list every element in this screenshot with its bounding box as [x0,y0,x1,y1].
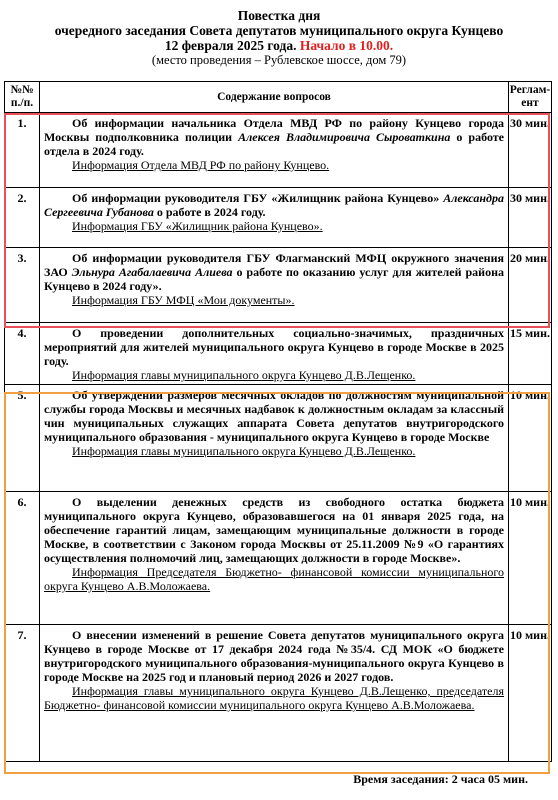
col-header-reg: Реглам-ент [509,82,552,113]
item-regulation: 30 мин. [509,188,552,248]
item-question [44,628,504,684]
item-question [44,191,504,219]
item-question [44,116,504,158]
item-content [40,625,509,762]
item-number: 1. [5,113,40,188]
item-number: 6. [5,492,40,625]
agenda-row [5,113,552,188]
item-content [40,188,509,248]
item-content [40,248,509,323]
item-person-name: Эльнура Агабалаевича Алиева [71,265,233,279]
item-question-text: Об информации руководителя ГБУ «Жилищник района Кунцево» [72,191,444,205]
session-place: (место проведения – Рублевское шоссе, дом 79) [151,53,407,67]
item-question-text: О выделении денежных средств из свободного остатка бюджета муниципального округа Кунцево, образовавшегося на 01 января 2025 года, на обеспечение гарантий лицам, замещающим муниципальные должности в городе Москве, в соответствии с Законом города Москвы от 25.11.2009 №9 «О гарантиях осуществления полномочий лиц, замещающих должности в городе Москве». [44,495,504,565]
item-question [44,495,504,565]
item-content [40,492,509,625]
item-question [44,326,504,368]
item-question [44,388,504,444]
item-content [40,113,509,188]
session-start-time: Начало в 10.00. [299,38,394,53]
agenda-row [5,625,552,762]
item-content [40,385,509,492]
agenda-row [5,323,552,385]
agenda-row [5,385,552,492]
item-number: 2. [5,188,40,248]
item-number: 3. [5,248,40,323]
item-regulation: 15 мин. [509,323,552,385]
item-question-text: О проведении дополнительных социально-значимых, праздничных мероприятий для жителей муниципального округа Кунцево в городе Москве в 2025 году. [44,326,504,368]
table-header-row [5,82,552,113]
item-regulation: 20 мин. [509,248,552,323]
item-question-tail: о работе по оказанию услуг для жителей района Кунцево в 2024 году». [44,265,504,293]
item-info: Информация ГБУ МФЦ «Мои документы». [72,293,295,307]
item-question-text: О внесении изменений в решение Совета депутатов муниципального округа Кунцево в городе Москве от 17 декабря 2024 года №35/4. СД МОК «О бюджете внутригородского муниципального образования-муниципального округа Кунцево в городе Москве на 2025 год и плановый период 2026 и 2027 годов. [44,628,504,684]
item-number: 5. [5,385,40,492]
item-question-text: Об утверждении размеров месячных окладов по должностям муниципальной службы города Москвы и месячных надбавок к должностным окладам за классный чин муниципальных служащих аппарата Совета депутатов внутригородского муниципального образования - муниципального округа Кунцево в городе Москве [44,388,504,444]
item-regulation: 10 мин. [509,492,552,625]
col-header-content: Содержание вопросов [40,82,509,113]
item-info: Информация главы муниципального округа Кунцево Д.В.Лещенко. [72,444,416,458]
item-question-text: Об информации руководителя ГБУ Флагманский МФЦ окружного значения ЗАО [44,251,504,279]
item-question [44,251,504,293]
item-info: Информация Отдела МВД РФ по району Кунцево. [72,158,330,172]
agenda-subtitle: очередного заседания Совета депутатов муниципального округа Кунцево [54,23,504,38]
item-info: Информация ГБУ «Жилищник района Кунцево». [72,219,323,233]
item-content [40,323,509,385]
item-info: Информация Председателя Бюджетно- финансовой комиссии муниципального округа Кунцево А.В.Моложаева. [44,565,504,593]
agenda-table [4,81,552,762]
item-regulation: 30 мин. [509,113,552,188]
item-regulation: 10 мин. [509,385,552,492]
agenda-row [5,188,552,248]
item-info: Информация главы муниципального округа Кунцево Д.В.Лещенко. [72,368,416,382]
item-person-name: Алексея Владимировича Сыроваткина [238,130,451,144]
item-info: Информация главы муниципального округа Кунцево Д.В.Лещенко, председателя Бюджетно- финансовой комиссии муниципального округа Кунцево А.В.Моложаева. [44,684,504,712]
item-regulation: 10 мин. [509,625,552,762]
col-header-num: №№ п./п. [5,82,40,113]
item-number: 7. [5,625,40,762]
item-person-name: Александра Сергеевича Губанова [44,191,504,219]
item-question-text: Об информации начальника Отдела МВД РФ по району Кунцево города Москвы подполковника полиции [44,116,504,144]
session-date: 12 февраля 2025 года. [164,38,297,53]
agenda-row [5,248,552,323]
item-number: 4. [5,323,40,385]
item-question-tail: о работе в 2024 году. [153,205,266,219]
agenda-row [5,492,552,625]
item-question-tail: о работе отдела в 2024 году. [44,130,504,158]
agenda-title: Повестка дня [237,8,321,23]
session-duration: Время заседания: 2 часа 05 мин. [353,772,528,786]
agenda-date-line [0,38,558,53]
